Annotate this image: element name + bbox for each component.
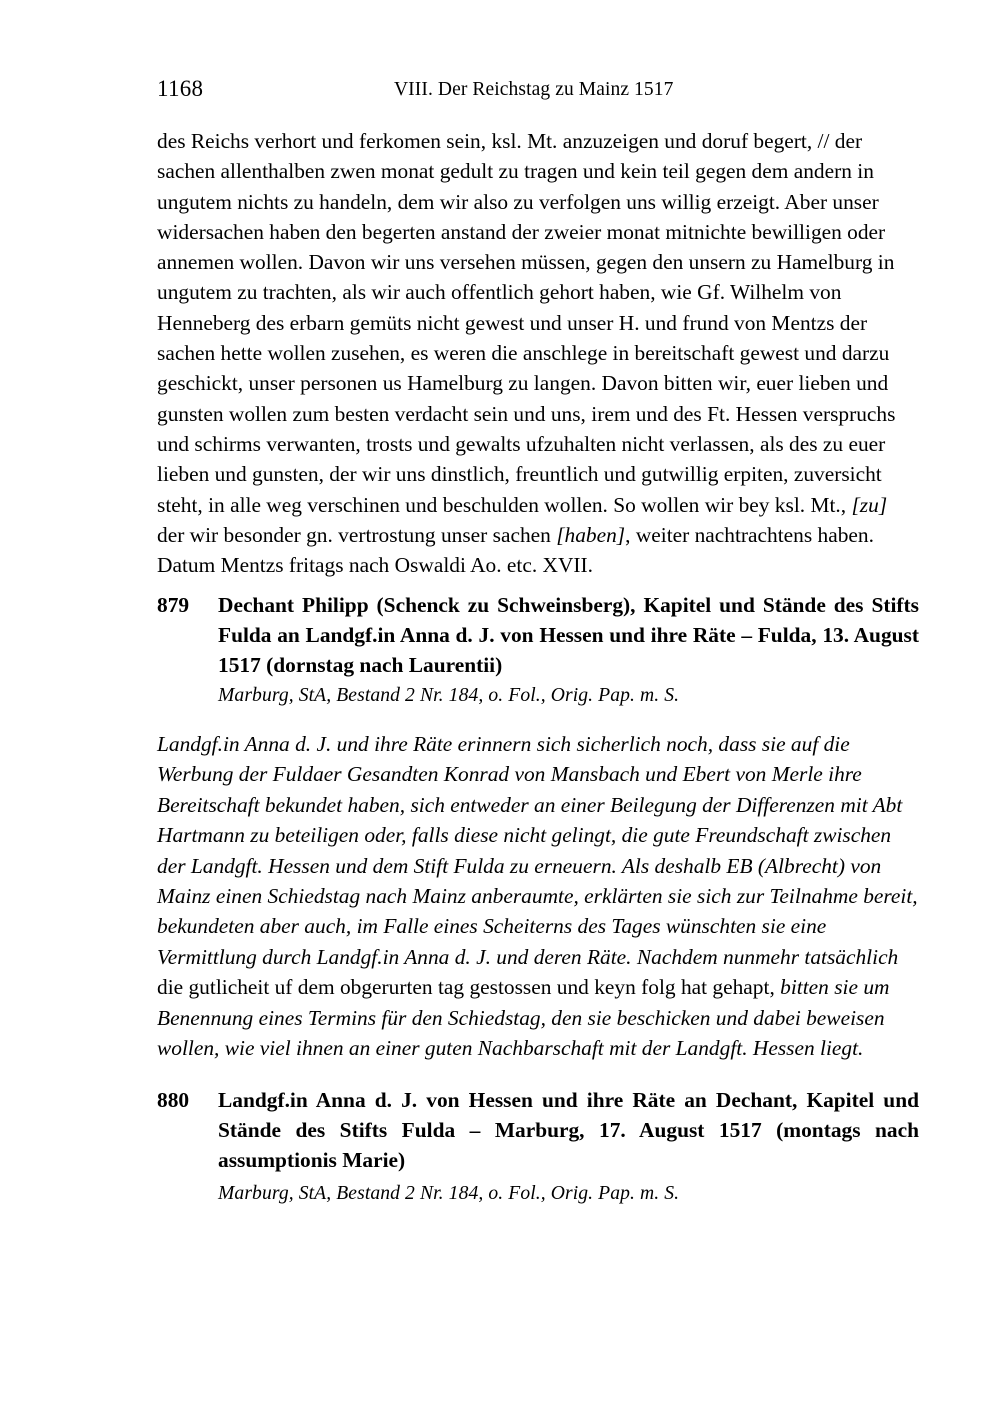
regest-text [157, 729, 919, 1063]
entry-title-880: Landgf.in Anna d. J. von Hessen und ihre Räte an Dechant, Kapitel und Stände des Stifts Fulda – Marburg, 17. August 1517 (montags nach assumptionis Marie) [218, 1088, 919, 1172]
paragraph-part-1: des Reichs verhort und ferkomen sein, ksl. Mt. anzuzeigen und doruf begert, // der sachen allenthalben zwen monat gedult zu tragen und kein teil gegen dem andern in ungutem nichts zu handeln, dem wir also zu verfolgen uns willig erzeigt. Aber unser widersachen haben den begerten anstand der zweier monat mitnichte bewilligen oder annemen wollen. Davon wir uns versehen müssen, gegen den unsern zu Hamelburg in ungutem zu trachten, als wir auch offentlich gehort haben, wie Gf. Wilhelm von Henneberg des erbarn gemüts nicht gewest und unser H. und frund von Mentzs der sachen hette wollen zusehen, es weren die anschlege in bereitschaft gewest und darzu geschickt, unser personen us Hamelburg zu langen. Davon bitten wir, euer lieben und gunsten wollen zum besten verdacht sein und uns, irem und des Ft. Hessen verspruchs und schirms verwanten, trosts und gewalts ufzuhalten nicht verlassen, als des zu euer lieben und gunsten, der wir uns dinstlich, freuntlich und gutwillig erpiten, zuversicht steht, in alle weg verschinen und beschulden wollen. So wollen wir bey ksl. Mt., [157, 129, 896, 517]
entry-title-879: Dechant Philipp (Schenck zu Schweinsberg), Kapitel und Stände des Stifts Fulda an Landgf.in Anna d. J. von Hessen und ihre Räte – Fulda, 13. August 1517 (dornstag nach Laurentii) [218, 593, 919, 677]
paragraph-part-2: der wir besonder gn. vertrostung unser sachen [157, 522, 557, 547]
paragraph-text [157, 126, 919, 580]
entry-heading-879 [157, 590, 919, 680]
entry-number-879: 879 [157, 593, 190, 617]
regest-segment-2: bitten sie um Benennung eines Termins für den Schiedstag, den sie beschicken und dabei beweisen wollen, wie viel ihnen an einer guten Nachbarschaft mit der Landgft. Hessen liegt. [157, 975, 890, 1061]
regest-segment-1: Landgf.in Anna d. J. und ihre Räte erinnern sich sicherlich noch, dass sie auf die Werbung der Fuldaer Gesandten Konrad von Mansbach und Ebert von Merle ihre Bereitschaft bekundet haben, sich entweder an einer Beilegung der Differenzen mit Abt Hartmann zu beteiligen oder, falls diese nicht gelingt, die gute Freundschaft zwischen der Landgft. Hessen und dem Stift Fulda zu erneuern. Als deshalb EB (Albrecht) von Mainz einen Schiedstag nach Mainz anberaumte, erklärten sie sich zur Teilnahme bereit, bekundeten aber auch, im Falle eines Scheiterns des Tages wünschten sie eine Vermittlung durch Landgf.in Anna d. J. und deren Räte. Nachdem nunmehr tatsächlich [157, 732, 918, 969]
paragraph-part-3: , weiter nachtrachtens haben. Datum Mentzs fritags nach Oswaldi Ao. etc. XVII. [157, 522, 874, 578]
entry-number-880: 880 [157, 1088, 190, 1112]
running-title: VIII. Der Reichstag zu Mainz 1517 [394, 79, 674, 100]
archival-source-880: Marburg, StA, Bestand 2 Nr. 184, o. Fol., Orig. Pap. m. S. [218, 1183, 680, 1204]
folio-number: 1168 [157, 76, 204, 101]
regest-879 [157, 729, 919, 1063]
running-head [157, 74, 919, 104]
regest-source-quote: die gutlicheit uf dem obgerurten tag gestossen und keyn folg hat gehapt, [157, 975, 775, 1000]
editorial-insert-haben: [haben] [556, 522, 626, 547]
main-paragraph [157, 126, 919, 580]
entry-heading-880 [157, 1085, 919, 1175]
archival-source-879: Marburg, StA, Bestand 2 Nr. 184, o. Fol., Orig. Pap. m. S. [218, 685, 680, 706]
editorial-insert-zu: [zu] [851, 492, 888, 517]
